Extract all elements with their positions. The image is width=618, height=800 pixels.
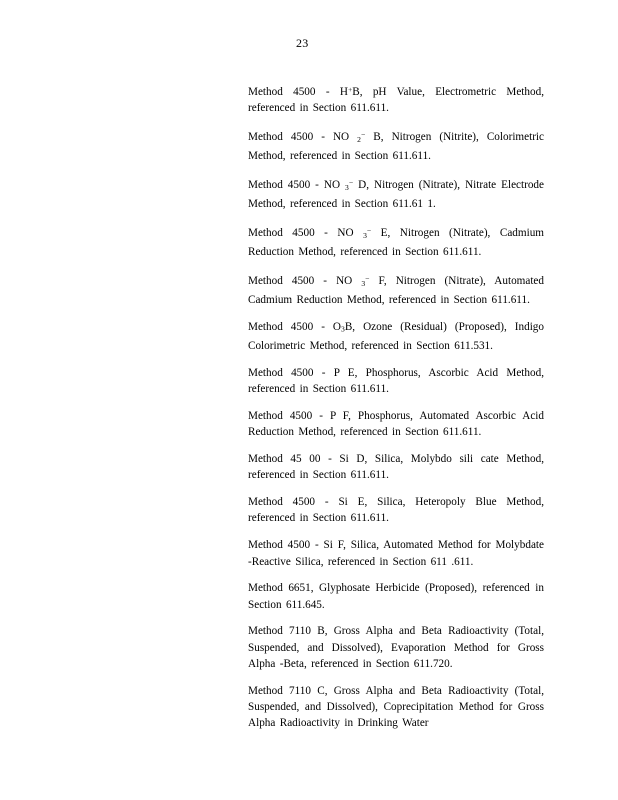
paragraph: Method 4500 - NO $_3$− D, Nitrogen (Nitrate), Nitrate Electrode Method, referenced in Section 611.61 1. — [248, 178, 544, 211]
document-body — [248, 82, 544, 732]
paragraph: Method 4500 - NO $_3$− E, Nitrogen (Nitrate), Cadmium Reduction Method, referenced in Section 611.611. — [248, 226, 544, 259]
paragraph: Method 4500 - H+B, pH Value, Electrometric Method, referenced in Section 611.611. — [248, 85, 544, 115]
paragraph: Method 7110 B, Gross Alpha and Beta Radioactivity (Total, Suspended, and Dissolved), Evaporation Method for Gross Alpha -Beta, referenced in Section 611.720. — [248, 625, 544, 671]
paragraph: Method 4500 - P E, Phosphorus, Ascorbic Acid Method, referenced in Section 611.611. — [248, 366, 544, 396]
paragraph: Method 4500 - P F, Phosphorus, Automated Ascorbic Acid Reduction Method, referenced in Section 611.611. — [248, 409, 544, 439]
paragraph: Method 4500 - Si E, Silica, Heteropoly Blue Method, referenced in Section 611.611. — [248, 496, 544, 525]
paragraph: Method 45 00 - Si D, Silica, Molybdo sili cate Method, referenced in Section 611.611. — [248, 453, 544, 482]
paragraph: Method 6651, Glyphosate Herbicide (Proposed), referenced in Section 611.645. — [248, 582, 544, 611]
paragraph: Method 4500 - NO $_3$− F, Nitrogen (Nitrate), Automated Cadmium Reduction Method, referenced in Section 611.611. — [248, 274, 544, 307]
paragraph: Method $4500 - O_3B$, Ozone (Residual) (Proposed), Indigo Colorimetric Method, referenced in Section 611.531. — [248, 321, 544, 353]
paragraph: Method 4500 - Si F, Silica, Automated Method for Molybdate -Reactive Silica, referenced in Section 611 .611. — [248, 539, 544, 568]
paragraph: Method 4500 - NO $_2$− B, Nitrogen (Nitrite), Colorimetric Method, referenced in Section 611.611. — [248, 130, 545, 163]
page-number: 23 — [296, 36, 309, 50]
paragraph: Method 7110 C, Gross Alpha and Beta Radioactivity (Total, Suspended, and Dissolved), Coprecipitation Method for Gross Alpha Radioactivity in Drinking Water — [248, 684, 544, 730]
